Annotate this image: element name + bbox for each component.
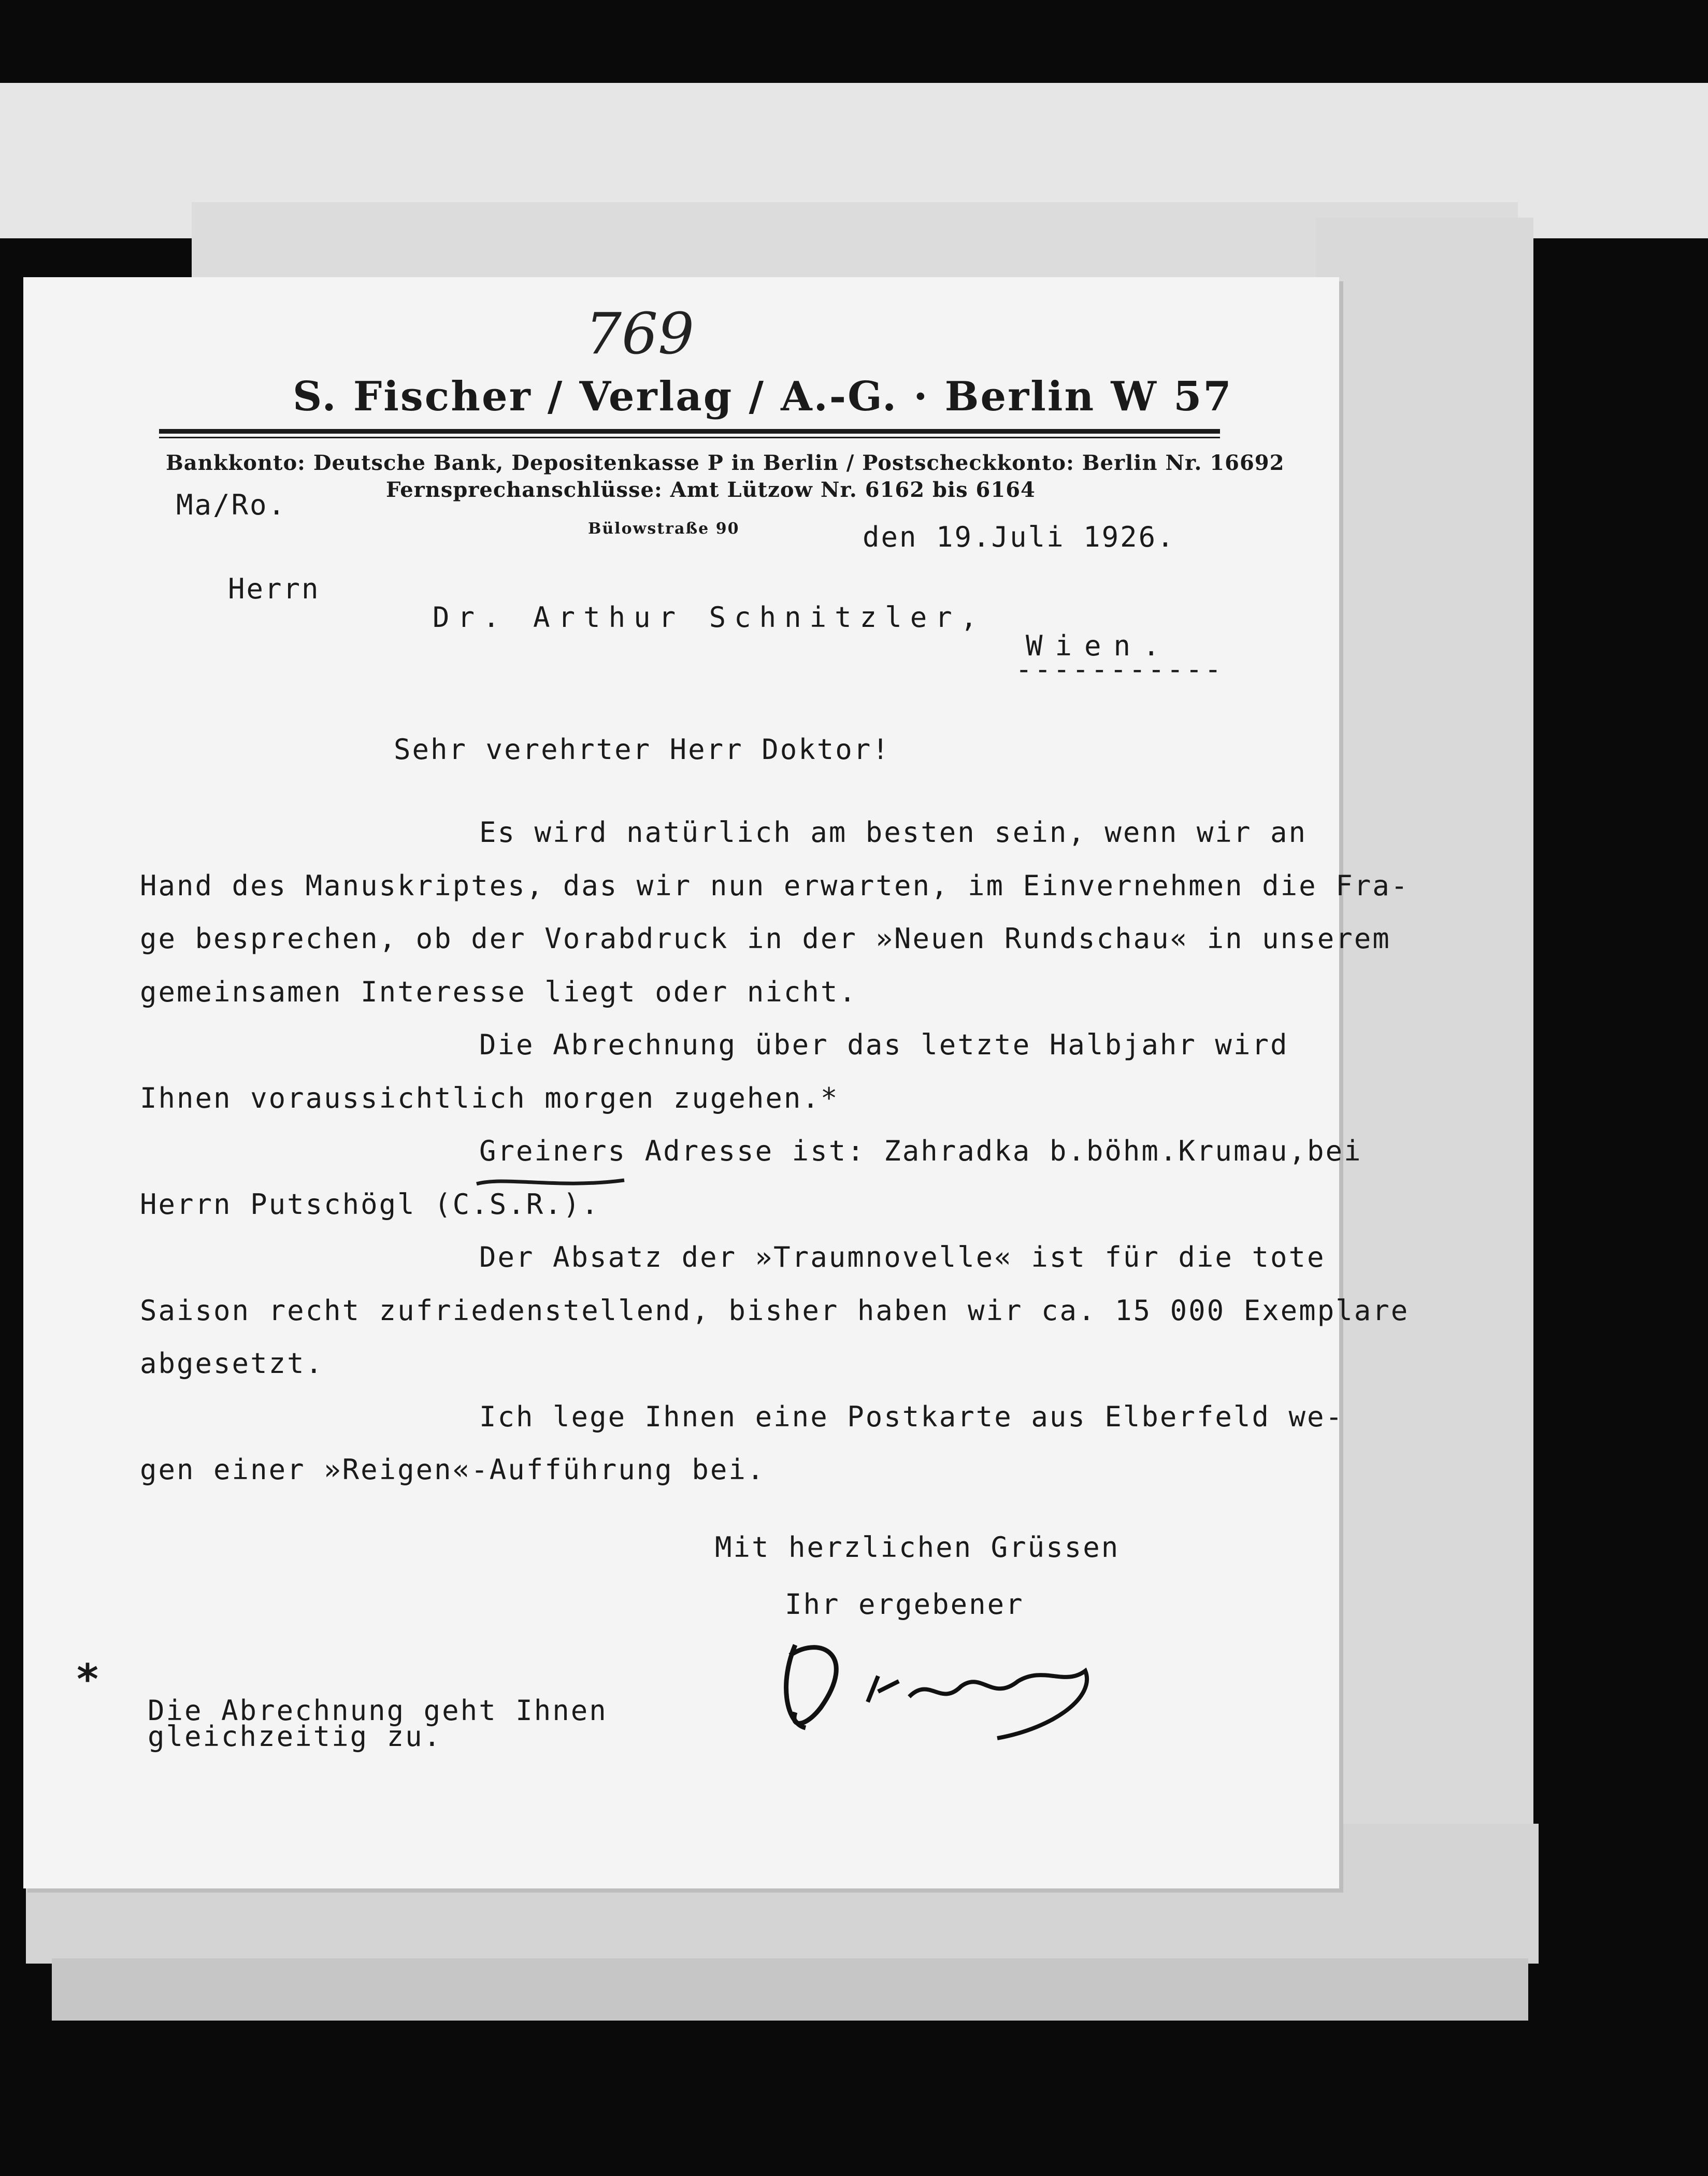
- body-line: Herrn Putschögl (C.S.R.).: [140, 1188, 600, 1221]
- body-line: Saison recht zufriedenstellend, bisher haben wir ca. 15 000 Exemplare: [140, 1294, 1410, 1327]
- body-line: Ich lege Ihnen eine Postkarte aus Elberfeld we-: [479, 1400, 1344, 1433]
- body-line: Hand des Manuskriptes, das wir nun erwarten, im Einvernehmen die Fra-: [140, 869, 1410, 902]
- letter-date: den 19.Juli 1926.: [863, 521, 1175, 553]
- closing-line: Ihr ergebener: [785, 1588, 1024, 1621]
- handwritten-underline: [474, 1171, 629, 1192]
- recipient-salutation: Herrn: [228, 572, 320, 605]
- footnote-line: gleichzeitig zu.: [148, 1720, 442, 1753]
- reference-code: Ma/Ro.: [176, 489, 287, 521]
- recipient-name: Dr. Arthur Schnitzler,: [433, 601, 986, 634]
- body-line: gen einer »Reigen«-Aufführung bei.: [140, 1453, 766, 1486]
- letterhead-rule-thin: [159, 437, 1220, 438]
- body-line: Ihnen voraussichtlich morgen zugehen.*: [140, 1082, 839, 1114]
- body-line: Es wird natürlich am besten sein, wenn wir an: [479, 816, 1307, 849]
- background-sheet-bottom-2: [52, 1958, 1528, 2021]
- body-line: Greiners Adresse ist: Zahradka b.böhm.Krumau,bei: [479, 1135, 1362, 1167]
- letterhead-street: Bülowstraße 90: [588, 520, 740, 538]
- letterhead-phone-line: Fernsprechanschlüsse: Amt Lützow Nr. 6162 bis 6164: [386, 478, 1036, 502]
- letterhead-rule: [159, 429, 1220, 434]
- signature-scribble: [774, 1624, 1106, 1749]
- letter-page: [23, 277, 1410, 1888]
- recipient-city-underline: -----------: [1015, 653, 1224, 685]
- recipient-city: Wien.: [1026, 629, 1172, 662]
- greeting: Sehr verehrter Herr Doktor!: [394, 733, 891, 766]
- closing-line: Mit herzlichen Grüssen: [715, 1531, 1120, 1564]
- body-line: ge besprechen, ob der Vorabdruck in der »Neuen Rundschau« in unserem: [140, 922, 1391, 955]
- footnote-line: Die Abrechnung geht Ihnen: [148, 1694, 608, 1727]
- body-line: Die Abrechnung über das letzte Halbjahr wird: [479, 1028, 1289, 1061]
- footnote-marker: *: [75, 1655, 102, 1703]
- signature-text: D. Kunert: [790, 1759, 841, 1771]
- letterhead-bank-line: Bankkonto: Deutsche Bank, Depositenkasse P in Berlin / Postscheckkonto: Berlin Nr. 16692: [166, 451, 1285, 475]
- body-line: Der Absatz der »Traumnovelle« ist für die tote: [479, 1241, 1326, 1273]
- body-line: gemeinsamen Interesse liegt oder nicht.: [140, 976, 857, 1008]
- letterhead-title: S. Fischer / Verlag / A.-G. · Berlin W 57: [293, 373, 1233, 420]
- background-sheet-right: [1316, 218, 1533, 1927]
- body-line: abgesetzt.: [140, 1347, 324, 1380]
- archive-number: 769: [585, 300, 694, 367]
